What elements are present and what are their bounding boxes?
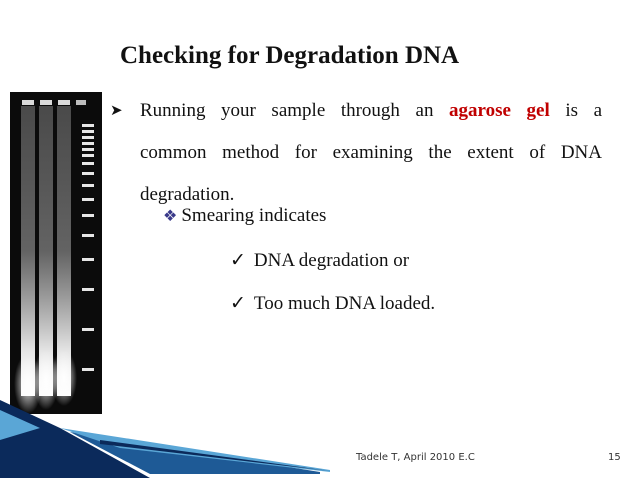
diamond-bullet-icon: ❖: [163, 208, 178, 225]
bullet-1-text-before: Running your sample through an: [140, 100, 450, 121]
bullet-1-text-after: is a common method for examining the extent of DNA degradation.: [140, 100, 603, 205]
gel-illustration: [10, 92, 102, 414]
check-icon: ✓: [230, 293, 246, 314]
check-icon: ✓: [230, 250, 246, 271]
page-number: 15: [608, 452, 621, 463]
check-item-2: [230, 292, 435, 315]
bullet-item-2: [163, 205, 326, 227]
bullet-item-1: [110, 90, 602, 216]
slide-title: Checking for Degradation DNA: [120, 42, 460, 69]
footer-author: Tadele T, April 2010 E.C: [356, 452, 475, 463]
bullet-2-text: Smearing indicates: [181, 205, 327, 226]
corner-swoosh-decoration: [0, 400, 638, 478]
check-item-1-text: DNA degradation or: [253, 250, 410, 271]
bullet-1-text: [140, 90, 602, 216]
check-item-2-text: Too much DNA loaded.: [253, 293, 436, 314]
highlight-agarose-gel: agarose gel: [449, 100, 550, 121]
check-item-1: [230, 249, 409, 272]
gel-image: [10, 92, 102, 414]
arrowhead-bullet-icon: ➤: [110, 103, 123, 119]
